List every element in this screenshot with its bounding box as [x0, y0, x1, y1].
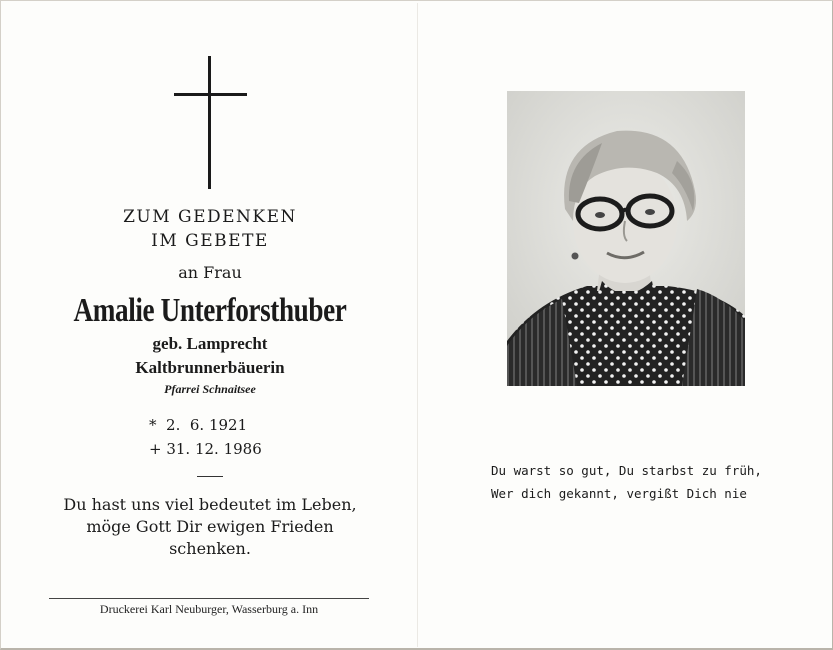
deceased-name: Amalie Unterforsthuber	[73, 292, 347, 329]
divider-long	[49, 598, 369, 599]
memorial-heading-line2: IM GEBETE	[151, 231, 269, 251]
verse-line: möge Gott Dir ewigen Frieden	[86, 517, 334, 536]
verse-line: Du hast uns viel bedeutet im Leben,	[63, 495, 357, 514]
left-panel	[1, 1, 419, 648]
verse-line: schenken.	[169, 539, 251, 558]
death-date: + 31. 12. 1986	[149, 440, 262, 458]
portrait-photo	[507, 91, 745, 386]
quote-line: Wer dich gekannt, vergißt Dich nie	[491, 486, 747, 501]
cross-vertical-bar	[208, 56, 211, 189]
cross-horizontal-bar	[174, 93, 247, 96]
parish: Pfarrei Schnaitsee	[164, 382, 256, 396]
portrait-illustration	[507, 91, 745, 386]
divider-short	[197, 476, 223, 477]
printer-credit: Druckerei Karl Neuburger, Wasserburg a. Inn	[99, 602, 319, 616]
occupation: Kaltbrunnerbäuerin	[135, 358, 285, 377]
salutation: an Frau	[178, 263, 242, 282]
birth-date: * 2. 6. 1921	[149, 416, 248, 434]
maiden-name: geb. Lamprecht	[152, 334, 268, 353]
memorial-heading-line1: ZUM GEDENKEN	[123, 207, 297, 227]
quote-line: Du warst so gut, Du starbst zu früh,	[491, 463, 762, 478]
